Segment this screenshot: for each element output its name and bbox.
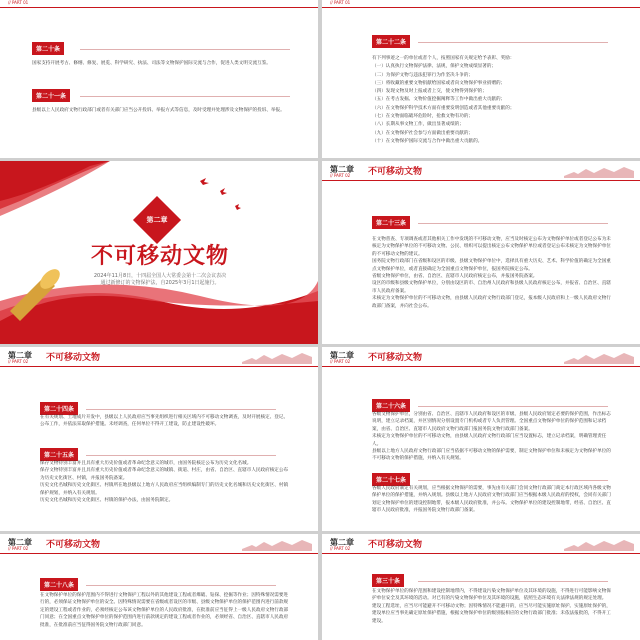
paragraph: 设区的市级和县级文物保护单位，分别由设区的市、自治州人民政府和县级人民政府核定公布，并报省、自治区、直辖市人民政府备案。 [372,281,611,294]
part-label: // PART 02 [330,359,351,364]
article-text [40,460,290,504]
paragraph: 未核定为文物保护单位的不可移动文物，由县级人民政府文物行政部门应当设置标志，建立记录档案，明确管理责任人。 [372,434,607,447]
paragraph: 在文物保护单位的保护范围和建设控制地带内，不得建设污染文物保护单位及其环境的设施，不得进行可能影响文物保护单位安全及其环境的活动。对已有的污染文物保护单位及其环境的设施，依照生态环境有关法律法规的规定处理。 [372,589,611,602]
divider [418,581,608,582]
divider [86,585,276,586]
article-text: 在有关规划、土地成片开发中，县级以上人民政府应当事先组织进行相关区域内不可移动文物调查，及时开展核定、登记、公布工作，并依法采取保护措施。未经调查，任何单位不得开工建设，防止建设性破坏。 [40,415,289,428]
divider [80,96,290,97]
article-text [372,236,612,310]
slide-articles-26-27 [322,347,640,531]
paragraph: 省级文物保护单位，由省、自治区、直辖市人民政府核定公布，并报国务院备案。 [372,274,538,280]
slide-title: 不可移动文物 [46,353,101,363]
paragraph: 历史文化名城和历史文化街区、村镇的保护办法，由国务院制定。 [40,498,174,504]
subtitle-line: 2024年11月8日，十四届全国人大常委会第十二次会议表决 [93,273,227,279]
great-wall-icon [564,537,634,551]
article-tag: 第二十二条 [372,35,410,48]
list-intro: 有下列事迹之一的单位或者个人，按照国家有关规定给予表彰、奖励： [372,56,515,61]
article-tag: 第二十五条 [40,448,78,461]
slide-header [0,534,318,554]
article-tag: 第二十八条 [40,578,78,591]
article-text [372,588,612,625]
chapter-label: 第二章 [330,351,354,360]
slide-article-30 [322,534,640,640]
slide-title: 不可移动文物 [368,540,423,550]
part-label: // PART 02 [330,546,351,551]
part-label: // PART 01 [8,0,29,5]
list-item: （八）长期从事文物工作，做出显著成绩的； [372,122,464,128]
divider [86,455,276,456]
cover-title: 不可移动文物 [90,244,229,269]
list-item: （一）认真执行文物保护法律、法规，保护文物成绩显著的； [372,64,497,70]
subtitle-line: 通过新修订的文物保护法，自2025年3月1日起施行。 [100,280,220,286]
great-wall-icon [564,164,634,178]
chapter-label: 第二章 [8,351,32,360]
paragraph: 县级以上地方人民政府文物行政部门应当依据不可移动文物的保护需要，制定文物保护单位和未核定为文物保护单位的不可移动文物的保护措施，并纳入有关规划。 [372,449,611,462]
list-item: （三）将收藏的重要文物捐献给国家或者向文物保护事业捐赠的； [372,80,506,86]
list-item: （四）发现文物及时上报或者上交，使文物得到保护的； [372,89,487,95]
paragraph: 建设工程选址，应当尽可能避开不可移动文物；因特殊情况不能避开的，应当尽可能实施原址保护。实施原址保护的，建设单位应当事先确定原址保护措施，根据文物保护单位的级别报相应的文物行政部门批准；未依法报批的，不得开工建设。 [372,603,611,624]
great-wall-icon [564,350,634,364]
list-item: （五）在考古发掘、文物价值挖掘阐释等工作中做出重大贡献的； [372,97,506,103]
slide-header [322,0,640,8]
list-item: （七）在文物面临破坏危险时，抢救文物有功的； [372,114,474,120]
slide-header [0,0,318,8]
great-wall-icon [242,350,312,364]
chapter-label: 第二章 [330,165,354,174]
slide-title: 不可移动文物 [368,167,423,177]
slide-header [0,347,318,367]
slide-articles-24-25 [0,347,318,531]
chapter-label: 第二章 [330,538,354,547]
slide-header [322,534,640,554]
article-tag: 第二十七条 [372,473,410,486]
article-tag: 第二十条 [32,42,64,55]
divider [418,406,608,407]
great-wall-icon [242,537,312,551]
article-text: 县级以上人民政府文物行政部门或者有关部门应当公开投诉、举报方式等信息，及时受理并处理涉及文物保护的投诉、举报。 [32,108,285,113]
article-tag: 第二十一条 [32,89,70,102]
paragraph: 未核定为文物保护单位的不可移动文物，由县级人民政府文物行政部门登记，报本级人民政府和上一级人民政府文物行政部门备案，并向社会公布。 [372,296,611,309]
chapter-label: 第二章 [8,538,32,547]
paragraph: 国务院文物行政部门在省级和设区的市级、县级文物保护单位中，选择具有重大历史、艺术、科学价值的确定为全国重点文物保护单位，或者直接确定为全国重点文物保护单位，报国务院核定公布。 [372,259,611,272]
article-list [372,55,612,146]
paragraph: 在文物普查、专项调查或者其他相关工作中发现的不可移动文物，应当及时核定公布为文物保护单位或者登记公布为未核定为文物保护单位的不可移动文物。公民、组织可以提出核定公布文物保护单位或者登记公布未核定为文物保护单位的不可移动文物的建议。 [372,237,611,257]
slide-articles-20-21 [0,0,318,158]
chapter-badge: 第二章 [133,196,181,244]
divider [418,42,608,43]
article-tag: 第二十三条 [372,216,410,229]
chapter-cover-slide [0,161,318,344]
part-label: // PART 02 [8,359,29,364]
cover-subtitle [60,273,260,287]
article-tag: 第二十六条 [372,399,410,412]
article-text: 各级人民政府制定有关规划，应当根据文物保护的需要，事先由有关部门会同文物行政部门商定本行政区域内各级文物保护单位的保护措施，并纳入规划。县级以上地方人民政府文物行政部门应当根据本级人民政府的授权，会同有关部门划定文物保护单位的建设控制地带，报本级人民政府批准，并公布。文物保护单位的建设控制地带，经省、自治区、直辖市人民政府批准，并报国务院文物行政部门备案。 [372,486,611,514]
divider [418,223,608,224]
list-item: （六）在文物保护科学技术方面有重要发明创造或者其他重要贡献的； [372,105,515,111]
paragraph: 保存文物特别丰富并且具有重大历史价值或者革命纪念意义的城市，由国务院核定公布为历史文化名城。 [40,461,252,466]
slide-article-22 [322,0,640,158]
part-label: // PART 02 [8,546,29,551]
part-label: // PART 01 [330,0,351,5]
article-text: 在文物保护单位的保护范围内不得进行文物保护工程以外的其他建设工程或者爆破、钻探、挖掘等作业；因特殊情况需要进行的，必须保证文物保护单位的安全。因特殊情况需要在省级或者设区的市级、县级文物保护单位的保护范围内进行前款规定的建设工程或者作业的，必须经核定公布该文物保护单位的人民政府批准，在批准前应当征得上一级人民政府文物行政部门同意；在全国重点文物保护单位的保护范围内进行前款规定的建设工程或者作业的，必须经省、自治区、直辖市人民政府批准，在批准前应当征得国务院文物行政部门同意。 [40,593,289,628]
slide-title: 不可移动文物 [368,353,423,363]
divider [418,480,608,481]
article-tag: 第三十条 [372,574,404,587]
part-label: // PART 02 [330,173,351,178]
slide-header [322,347,640,367]
article-tag: 第二十四条 [40,402,78,415]
article-text [372,411,612,463]
paragraph: 保存文物特别丰富并且具有重大历史价值或者革命纪念意义的城镇、街道、村庄，由省、自治区、直辖市人民政府核定公布为历史文化街区、村镇，并报国务院备案。 [40,468,289,481]
list-item: （九）在文物保护社会参与方面做出重要贡献的； [372,130,474,136]
paragraph: 各级文物保护单位，分别由省、自治区、直辖市人民政府和设区的市级、县级人民政府划定必要的保护范围，作出标志说明，建立记录档案，并区别情况分别设置专门机构或者专人负责管理。全国重点文物保护单位的保护范围和记录档案，由省、自治区、直辖市人民政府文物行政部门报国务院文物行政部门备案。 [372,412,611,432]
list-item: （二）为保护文物与违法犯罪行为作坚决斗争的； [372,72,474,78]
slide-title: 不可移动文物 [46,540,101,550]
slide-header [322,161,640,181]
slide-article-28 [0,534,318,640]
list-item: （十）在文物保护国际交流与合作中做出重大贡献的。 [372,138,483,144]
slide-article-23 [322,161,640,344]
article-text: 国家支持开展考古、修缮、修复、展览、科学研究、执法、司法等文物保护国际交流与合作，促进人类文明交流互鉴。 [32,61,271,66]
divider [86,409,276,410]
paragraph: 历史文化名城和历史文化街区、村镇所在地县级以上地方人民政府应当组织编制专门的历史文化名城和历史文化街区、村镇保护规划，并纳入有关规划。 [40,483,289,496]
divider [80,49,290,50]
